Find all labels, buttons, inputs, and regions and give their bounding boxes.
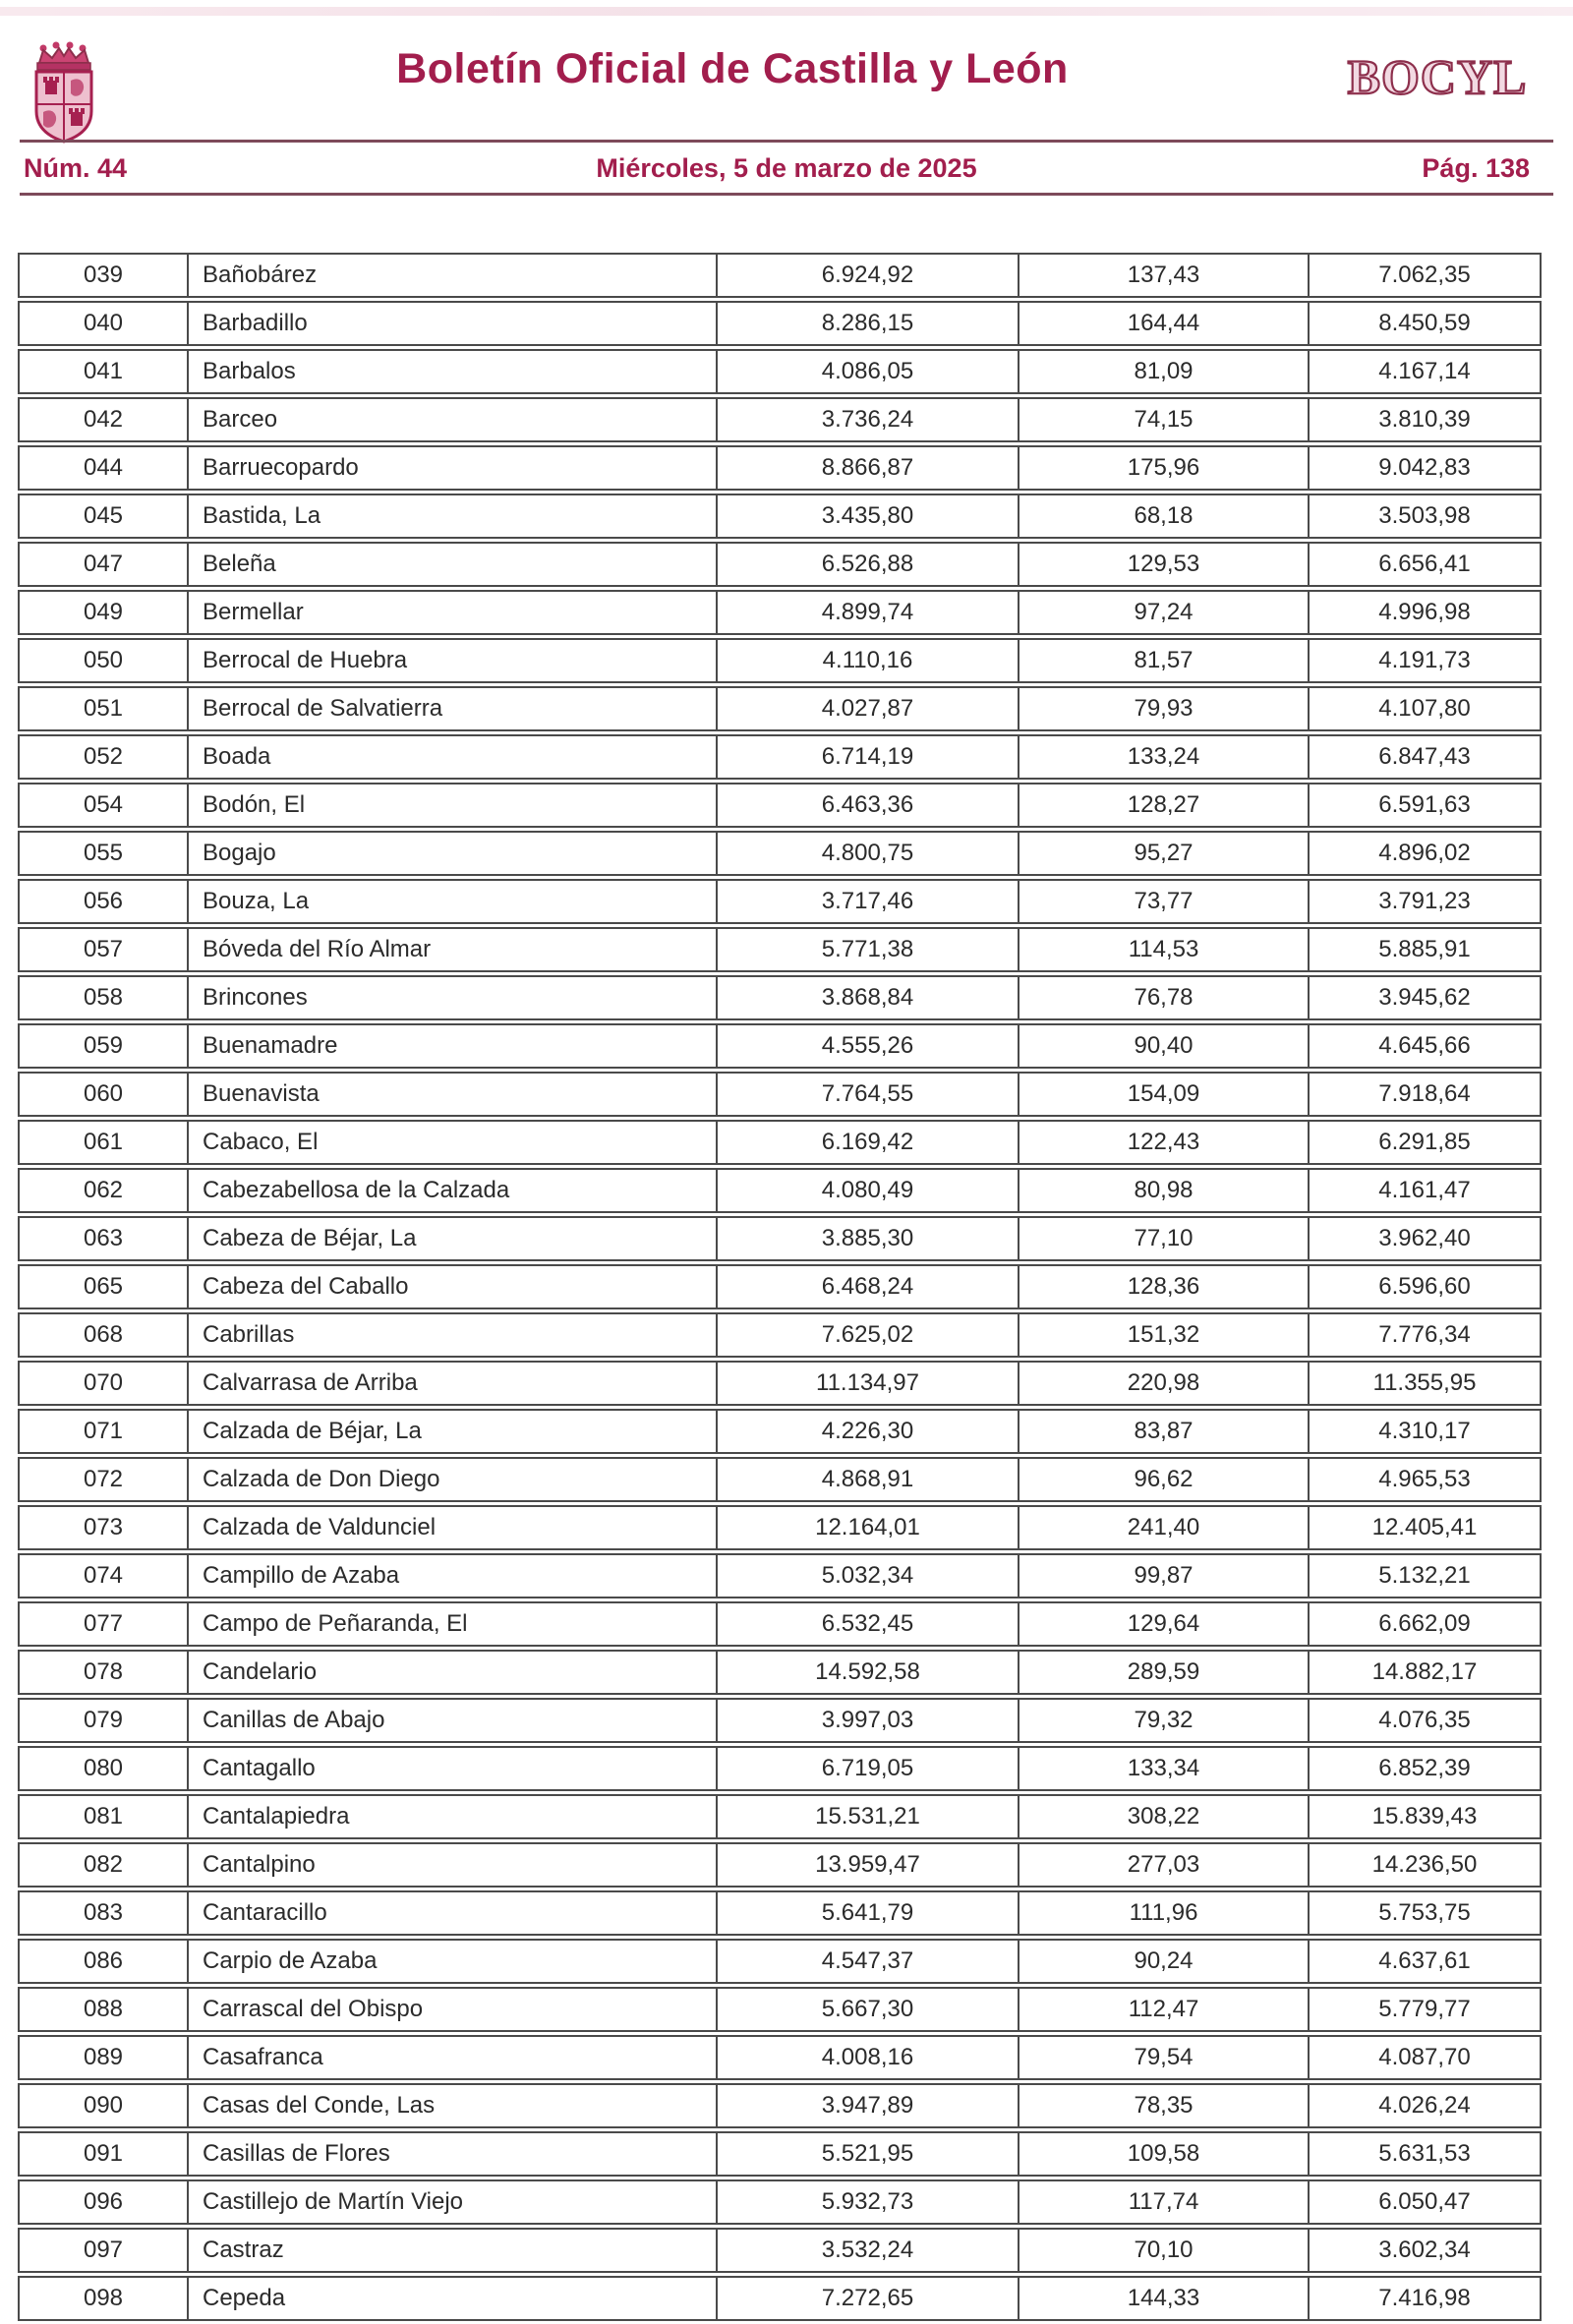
row-amount-total: 7.062,35 <box>1310 253 1542 298</box>
row-amount-base: 6.532,45 <box>718 1601 1020 1647</box>
row-code: 058 <box>18 975 189 1020</box>
row-amount-increase: 109,58 <box>1020 2131 1310 2177</box>
row-amount-total: 11.355,95 <box>1310 1361 1542 1406</box>
row-amount-total: 4.161,47 <box>1310 1168 1542 1213</box>
row-municipality: Berrocal de Huebra <box>189 638 718 683</box>
row-municipality: Campo de Peñaranda, El <box>189 1601 718 1647</box>
row-code: 062 <box>18 1168 189 1213</box>
row-amount-increase: 79,32 <box>1020 1698 1310 1743</box>
row-amount-total: 5.885,91 <box>1310 927 1542 972</box>
row-code: 059 <box>18 1023 189 1069</box>
row-amount-base: 13.959,47 <box>718 1842 1020 1888</box>
row-municipality: Candelario <box>189 1650 718 1695</box>
row-code: 073 <box>18 1505 189 1550</box>
row-municipality: Cantagallo <box>189 1746 718 1791</box>
row-municipality: Berrocal de Salvatierra <box>189 686 718 731</box>
row-amount-increase: 128,36 <box>1020 1264 1310 1309</box>
row-amount-increase: 76,78 <box>1020 975 1310 1020</box>
row-municipality: Buenavista <box>189 1072 718 1117</box>
row-amount-increase: 80,98 <box>1020 1168 1310 1213</box>
table-row <box>18 927 1542 972</box>
row-amount-increase: 133,24 <box>1020 734 1310 780</box>
row-amount-increase: 154,09 <box>1020 1072 1310 1117</box>
row-amount-total: 8.450,59 <box>1310 301 1542 346</box>
row-code: 096 <box>18 2179 189 2225</box>
row-amount-total: 6.656,41 <box>1310 542 1542 587</box>
row-amount-base: 3.947,89 <box>718 2083 1020 2128</box>
table-row <box>18 1746 1542 1791</box>
bocyl-logo-text: BOCYL <box>1347 49 1528 104</box>
table-row <box>18 1312 1542 1358</box>
row-municipality: Cantaracillo <box>189 1890 718 1936</box>
row-amount-increase: 241,40 <box>1020 1505 1310 1550</box>
row-amount-total: 4.996,98 <box>1310 590 1542 635</box>
row-amount-increase: 289,59 <box>1020 1650 1310 1695</box>
row-code: 047 <box>18 542 189 587</box>
row-amount-total: 4.087,70 <box>1310 2035 1542 2080</box>
table-row <box>18 2179 1542 2225</box>
row-code: 081 <box>18 1794 189 1839</box>
row-code: 051 <box>18 686 189 731</box>
row-amount-base: 8.286,15 <box>718 301 1020 346</box>
row-amount-base: 3.997,03 <box>718 1698 1020 1743</box>
row-code: 086 <box>18 1939 189 1984</box>
table-row <box>18 590 1542 635</box>
table-row <box>18 1987 1542 2032</box>
row-amount-total: 4.107,80 <box>1310 686 1542 731</box>
table-row <box>18 2131 1542 2177</box>
row-amount-base: 6.714,19 <box>718 734 1020 780</box>
row-amount-increase: 129,64 <box>1020 1601 1310 1647</box>
row-amount-increase: 74,15 <box>1020 397 1310 442</box>
row-municipality: Buenamadre <box>189 1023 718 1069</box>
row-amount-base: 12.164,01 <box>718 1505 1020 1550</box>
row-amount-total: 4.637,61 <box>1310 1939 1542 1984</box>
row-amount-increase: 117,74 <box>1020 2179 1310 2225</box>
table-body <box>18 253 1542 2321</box>
row-amount-total: 15.839,43 <box>1310 1794 1542 1839</box>
row-municipality: Bastida, La <box>189 494 718 539</box>
table-row <box>18 2035 1542 2080</box>
table-row <box>18 1794 1542 1839</box>
row-amount-base: 3.532,24 <box>718 2228 1020 2273</box>
row-municipality: Boada <box>189 734 718 780</box>
row-amount-increase: 122,43 <box>1020 1120 1310 1165</box>
row-municipality: Casafranca <box>189 2035 718 2080</box>
row-amount-increase: 114,53 <box>1020 927 1310 972</box>
table-row <box>18 1361 1542 1406</box>
table-row <box>18 1023 1542 1069</box>
row-amount-increase: 78,35 <box>1020 2083 1310 2128</box>
row-amount-increase: 133,34 <box>1020 1746 1310 1791</box>
issue-number: Núm. 44 <box>24 153 128 183</box>
row-code: 044 <box>18 445 189 491</box>
table-row <box>18 1601 1542 1647</box>
row-amount-base: 6.719,05 <box>718 1746 1020 1791</box>
row-amount-base: 4.080,49 <box>718 1168 1020 1213</box>
table-row <box>18 1264 1542 1309</box>
row-amount-base: 5.771,38 <box>718 927 1020 972</box>
row-amount-total: 4.645,66 <box>1310 1023 1542 1069</box>
row-code: 040 <box>18 301 189 346</box>
row-code: 039 <box>18 253 189 298</box>
page-title: Boletín Oficial de Castilla y León <box>396 45 1069 92</box>
row-amount-base: 7.764,55 <box>718 1072 1020 1117</box>
row-municipality: Barruecopardo <box>189 445 718 491</box>
row-amount-total: 4.965,53 <box>1310 1457 1542 1502</box>
row-amount-base: 3.736,24 <box>718 397 1020 442</box>
row-code: 082 <box>18 1842 189 1888</box>
row-amount-base: 5.521,95 <box>718 2131 1020 2177</box>
row-amount-base: 8.866,87 <box>718 445 1020 491</box>
row-municipality: Barbadillo <box>189 301 718 346</box>
scan-artifact-band <box>0 7 1573 16</box>
row-code: 077 <box>18 1601 189 1647</box>
row-municipality: Calzada de Béjar, La <box>189 1409 718 1454</box>
table-row <box>18 831 1542 876</box>
row-amount-increase: 99,87 <box>1020 1553 1310 1598</box>
table-row <box>18 1505 1542 1550</box>
row-municipality: Carpio de Azaba <box>189 1939 718 1984</box>
row-amount-increase: 164,44 <box>1020 301 1310 346</box>
row-amount-total: 14.236,50 <box>1310 1842 1542 1888</box>
row-municipality: Bouza, La <box>189 879 718 924</box>
row-amount-total: 6.291,85 <box>1310 1120 1542 1165</box>
row-amount-total: 6.852,39 <box>1310 1746 1542 1791</box>
row-amount-base: 3.717,46 <box>718 879 1020 924</box>
row-amount-total: 7.416,98 <box>1310 2276 1542 2321</box>
row-amount-increase: 128,27 <box>1020 783 1310 828</box>
row-code: 088 <box>18 1987 189 2032</box>
row-amount-base: 3.868,84 <box>718 975 1020 1020</box>
table-row <box>18 542 1542 587</box>
municipalities-table <box>18 250 1542 2324</box>
row-code: 089 <box>18 2035 189 2080</box>
row-amount-increase: 308,22 <box>1020 1794 1310 1839</box>
row-code: 049 <box>18 590 189 635</box>
row-municipality: Cabezabellosa de la Calzada <box>189 1168 718 1213</box>
row-amount-base: 6.924,92 <box>718 253 1020 298</box>
row-amount-increase: 90,40 <box>1020 1023 1310 1069</box>
row-municipality: Brincones <box>189 975 718 1020</box>
row-code: 098 <box>18 2276 189 2321</box>
row-amount-increase: 95,27 <box>1020 831 1310 876</box>
row-amount-total: 3.945,62 <box>1310 975 1542 1020</box>
table-row <box>18 1409 1542 1454</box>
row-amount-base: 7.625,02 <box>718 1312 1020 1358</box>
row-amount-base: 4.027,87 <box>718 686 1020 731</box>
row-amount-total: 12.405,41 <box>1310 1505 1542 1550</box>
row-amount-total: 3.503,98 <box>1310 494 1542 539</box>
row-municipality: Castillejo de Martín Viejo <box>189 2179 718 2225</box>
row-amount-total: 14.882,17 <box>1310 1650 1542 1695</box>
row-amount-base: 14.592,58 <box>718 1650 1020 1695</box>
row-code: 061 <box>18 1120 189 1165</box>
row-amount-base: 5.932,73 <box>718 2179 1020 2225</box>
row-amount-increase: 83,87 <box>1020 1409 1310 1454</box>
issue-date: Miércoles, 5 de marzo de 2025 <box>596 153 977 183</box>
row-amount-total: 7.918,64 <box>1310 1072 1542 1117</box>
table-row <box>18 445 1542 491</box>
row-code: 041 <box>18 349 189 394</box>
row-amount-base: 5.641,79 <box>718 1890 1020 1936</box>
row-municipality: Castraz <box>189 2228 718 2273</box>
row-code: 079 <box>18 1698 189 1743</box>
row-amount-increase: 79,93 <box>1020 686 1310 731</box>
row-amount-increase: 90,24 <box>1020 1939 1310 1984</box>
row-amount-base: 4.226,30 <box>718 1409 1020 1454</box>
row-municipality: Cabrillas <box>189 1312 718 1358</box>
row-amount-total: 4.896,02 <box>1310 831 1542 876</box>
row-code: 097 <box>18 2228 189 2273</box>
row-municipality: Calvarrasa de Arriba <box>189 1361 718 1406</box>
row-amount-total: 9.042,83 <box>1310 445 1542 491</box>
row-municipality: Beleña <box>189 542 718 587</box>
row-amount-total: 5.132,21 <box>1310 1553 1542 1598</box>
row-code: 050 <box>18 638 189 683</box>
row-municipality: Barbalos <box>189 349 718 394</box>
row-amount-base: 15.531,21 <box>718 1794 1020 1839</box>
row-amount-base: 4.110,16 <box>718 638 1020 683</box>
row-code: 055 <box>18 831 189 876</box>
bocyl-logo <box>1339 49 1536 113</box>
row-amount-increase: 96,62 <box>1020 1457 1310 1502</box>
row-amount-total: 6.591,63 <box>1310 783 1542 828</box>
row-amount-base: 4.800,75 <box>718 831 1020 876</box>
row-amount-base: 6.468,24 <box>718 1264 1020 1309</box>
row-amount-base: 4.008,16 <box>718 2035 1020 2080</box>
row-code: 078 <box>18 1650 189 1695</box>
row-amount-base: 4.547,37 <box>718 1939 1020 1984</box>
row-code: 071 <box>18 1409 189 1454</box>
table-row <box>18 879 1542 924</box>
row-code: 056 <box>18 879 189 924</box>
row-amount-base: 3.885,30 <box>718 1216 1020 1261</box>
table-row <box>18 783 1542 828</box>
row-municipality: Campillo de Azaba <box>189 1553 718 1598</box>
table-row <box>18 2276 1542 2321</box>
row-code: 068 <box>18 1312 189 1358</box>
row-amount-increase: 220,98 <box>1020 1361 1310 1406</box>
row-amount-total: 3.810,39 <box>1310 397 1542 442</box>
table-row <box>18 1457 1542 1502</box>
row-municipality: Cantalapiedra <box>189 1794 718 1839</box>
row-municipality: Barceo <box>189 397 718 442</box>
row-code: 054 <box>18 783 189 828</box>
row-amount-increase: 151,32 <box>1020 1312 1310 1358</box>
row-amount-increase: 79,54 <box>1020 2035 1310 2080</box>
row-amount-total: 4.191,73 <box>1310 638 1542 683</box>
row-amount-increase: 129,53 <box>1020 542 1310 587</box>
row-amount-total: 4.076,35 <box>1310 1698 1542 1743</box>
row-amount-total: 3.791,23 <box>1310 879 1542 924</box>
row-code: 052 <box>18 734 189 780</box>
row-amount-increase: 144,33 <box>1020 2276 1310 2321</box>
row-amount-total: 4.167,14 <box>1310 349 1542 394</box>
row-amount-increase: 70,10 <box>1020 2228 1310 2273</box>
table-row <box>18 1072 1542 1117</box>
table-row <box>18 734 1542 780</box>
row-code: 074 <box>18 1553 189 1598</box>
row-amount-increase: 137,43 <box>1020 253 1310 298</box>
table-row <box>18 1553 1542 1598</box>
row-municipality: Casillas de Flores <box>189 2131 718 2177</box>
row-municipality: Cabeza del Caballo <box>189 1264 718 1309</box>
row-municipality: Bodón, El <box>189 783 718 828</box>
row-amount-base: 4.555,26 <box>718 1023 1020 1069</box>
row-municipality: Casas del Conde, Las <box>189 2083 718 2128</box>
row-amount-increase: 175,96 <box>1020 445 1310 491</box>
table-row <box>18 1698 1542 1743</box>
table-row <box>18 1650 1542 1695</box>
row-municipality: Bañobárez <box>189 253 718 298</box>
row-amount-total: 6.596,60 <box>1310 1264 1542 1309</box>
row-amount-base: 4.899,74 <box>718 590 1020 635</box>
castilla-leon-crest-icon <box>24 41 104 144</box>
row-amount-base: 6.169,42 <box>718 1120 1020 1165</box>
row-municipality: Bermellar <box>189 590 718 635</box>
row-municipality: Carrascal del Obispo <box>189 1987 718 2032</box>
row-amount-total: 5.753,75 <box>1310 1890 1542 1936</box>
row-amount-total: 5.631,53 <box>1310 2131 1542 2177</box>
table-row <box>18 975 1542 1020</box>
row-amount-total: 3.602,34 <box>1310 2228 1542 2273</box>
row-municipality: Canillas de Abajo <box>189 1698 718 1743</box>
row-amount-increase: 112,47 <box>1020 1987 1310 2032</box>
row-municipality: Calzada de Valdunciel <box>189 1505 718 1550</box>
row-amount-increase: 77,10 <box>1020 1216 1310 1261</box>
row-amount-base: 7.272,65 <box>718 2276 1020 2321</box>
row-amount-base: 6.526,88 <box>718 542 1020 587</box>
row-amount-increase: 81,57 <box>1020 638 1310 683</box>
row-amount-base: 3.435,80 <box>718 494 1020 539</box>
table-row <box>18 349 1542 394</box>
row-amount-base: 5.667,30 <box>718 1987 1020 2032</box>
row-code: 091 <box>18 2131 189 2177</box>
row-amount-total: 4.310,17 <box>1310 1409 1542 1454</box>
row-amount-increase: 73,77 <box>1020 879 1310 924</box>
table-row <box>18 686 1542 731</box>
table-row <box>18 1842 1542 1888</box>
row-amount-total: 3.962,40 <box>1310 1216 1542 1261</box>
table-row <box>18 1120 1542 1165</box>
table-row <box>18 2083 1542 2128</box>
row-amount-increase: 277,03 <box>1020 1842 1310 1888</box>
row-code: 045 <box>18 494 189 539</box>
row-amount-base: 6.463,36 <box>718 783 1020 828</box>
table-row <box>18 1939 1542 1984</box>
row-code: 065 <box>18 1264 189 1309</box>
row-amount-increase: 81,09 <box>1020 349 1310 394</box>
row-amount-increase: 111,96 <box>1020 1890 1310 1936</box>
page-number: Pág. 138 <box>1422 153 1530 183</box>
table-row <box>18 638 1542 683</box>
row-amount-total: 7.776,34 <box>1310 1312 1542 1358</box>
table-row <box>18 2228 1542 2273</box>
row-code: 063 <box>18 1216 189 1261</box>
row-amount-total: 6.662,09 <box>1310 1601 1542 1647</box>
row-amount-base: 11.134,97 <box>718 1361 1020 1406</box>
row-municipality: Cantalpino <box>189 1842 718 1888</box>
row-amount-total: 5.779,77 <box>1310 1987 1542 2032</box>
row-amount-increase: 97,24 <box>1020 590 1310 635</box>
row-code: 090 <box>18 2083 189 2128</box>
row-amount-total: 4.026,24 <box>1310 2083 1542 2128</box>
row-amount-base: 5.032,34 <box>718 1553 1020 1598</box>
row-code: 080 <box>18 1746 189 1791</box>
row-municipality: Bóveda del Río Almar <box>189 927 718 972</box>
header-rule-top <box>20 140 1553 143</box>
row-code: 070 <box>18 1361 189 1406</box>
row-amount-total: 6.847,43 <box>1310 734 1542 780</box>
row-code: 072 <box>18 1457 189 1502</box>
row-municipality: Cabaco, El <box>189 1120 718 1165</box>
row-amount-increase: 68,18 <box>1020 494 1310 539</box>
row-municipality: Calzada de Don Diego <box>189 1457 718 1502</box>
row-amount-total: 6.050,47 <box>1310 2179 1542 2225</box>
row-amount-base: 4.868,91 <box>718 1457 1020 1502</box>
table-row <box>18 1890 1542 1936</box>
row-code: 057 <box>18 927 189 972</box>
row-municipality: Cepeda <box>189 2276 718 2321</box>
row-municipality: Bogajo <box>189 831 718 876</box>
row-municipality: Cabeza de Béjar, La <box>189 1216 718 1261</box>
header-rule-bottom <box>20 193 1553 196</box>
table-row <box>18 397 1542 442</box>
table-row <box>18 1216 1542 1261</box>
row-amount-base: 4.086,05 <box>718 349 1020 394</box>
row-code: 083 <box>18 1890 189 1936</box>
table-row <box>18 253 1542 298</box>
table-row <box>18 301 1542 346</box>
row-code: 060 <box>18 1072 189 1117</box>
row-code: 042 <box>18 397 189 442</box>
table-row <box>18 1168 1542 1213</box>
table-row <box>18 494 1542 539</box>
